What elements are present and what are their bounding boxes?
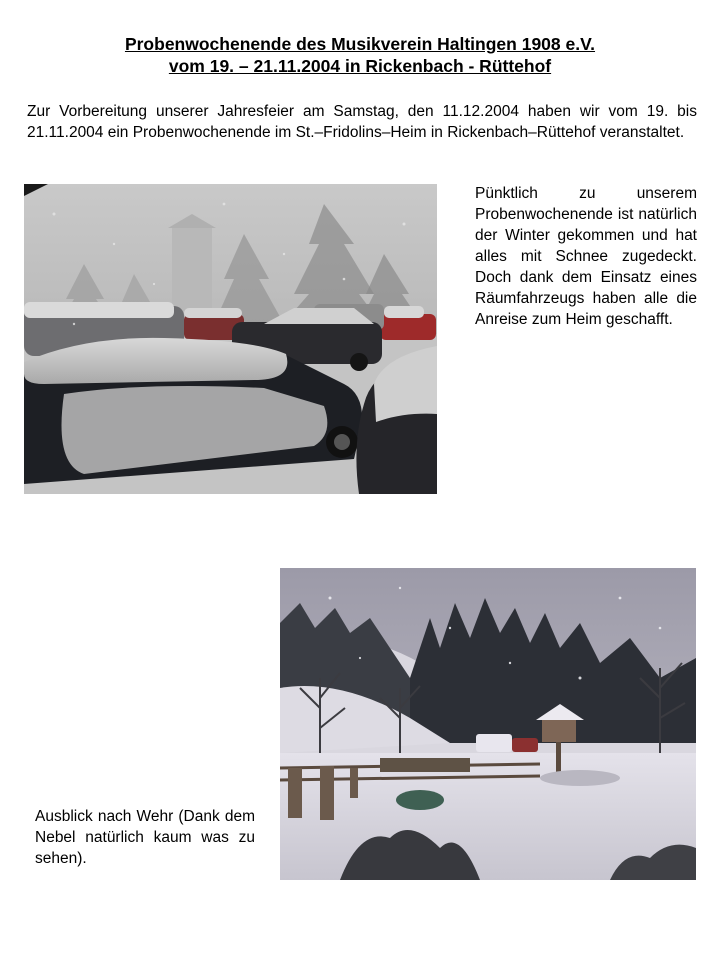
- title-line-2: vom 19. – 21.11.2004 in Rickenbach - Rüttehof: [168, 56, 552, 76]
- title-line-1: Probenwochenende des Musikverein Haltingen 1908 e.V.: [124, 34, 596, 54]
- page-title: [0, 33, 720, 77]
- intro-paragraph: Zur Vorbereitung unserer Jahresfeier am Samstag, den 11.12.2004 haben wir vom 19. bis 21.11.2004 ein Probenwochenende im St.–Fridolins–Heim in Rickenbach–Rüttehof veranstaltet.: [27, 103, 697, 141]
- snowy-parking-lot-photo: [24, 184, 437, 494]
- photo-caption: Ausblick nach Wehr (Dank dem Nebel natürlich kaum was zu sehen).: [35, 808, 255, 867]
- winter-description: Pünktlich zu unserem Probenwochenende ist natürlich der Winter gekommen und hat alles mit Schnee zugedeckt. Doch dank dem Einsatz eines Räumfahrzeugs haben alle die Anreise zum Heim geschafft.: [475, 185, 697, 328]
- view-towards-wehr-photo: [280, 568, 696, 880]
